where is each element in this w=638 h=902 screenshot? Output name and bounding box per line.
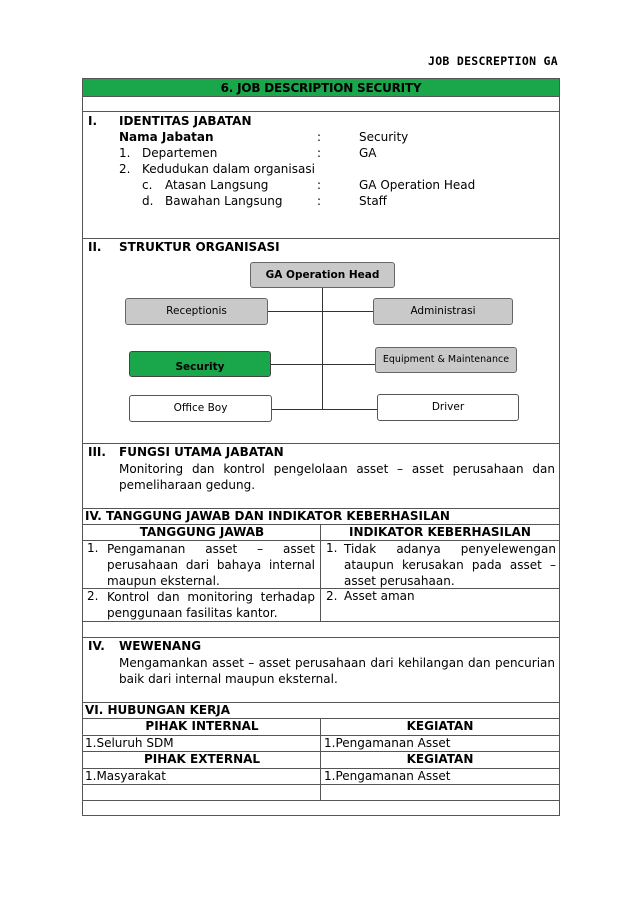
row-index: c. — [142, 178, 153, 192]
column-header: KEGIATAN — [406, 719, 474, 733]
responsibility-text: Kontrol dan monitoring terhadap penggunaan fasilitas kantor. — [107, 590, 315, 620]
table-row — [83, 736, 559, 752]
section-heading: WEWENANG — [119, 639, 202, 653]
section-heading: IDENTITAS JABATAN — [119, 114, 252, 128]
row-index: 1. — [119, 146, 131, 160]
nama-jabatan-label: Nama Jabatan — [119, 130, 214, 144]
colon: : — [317, 178, 322, 192]
section-number: II. — [88, 240, 102, 254]
colon: : — [317, 194, 322, 208]
row-value: GA — [359, 146, 377, 160]
indicator-text: Asset aman — [344, 589, 415, 603]
org-box-receptionis: Receptionis — [125, 298, 268, 325]
spacer-row — [83, 622, 559, 638]
org-box-driver: Driver — [377, 394, 519, 421]
colon: : — [317, 130, 322, 144]
fungsi-text: Monitoring dan kontrol pengelolaan asset – asset perusahaan dan pemeliharaan gedung. — [119, 462, 555, 492]
section-heading: IV. TANGGUNG JAWAB DAN INDIKATOR KEBERHASILAN — [85, 509, 450, 523]
nama-jabatan-value: Security — [359, 130, 409, 144]
row-value: Staff — [359, 194, 387, 208]
responsibility-text: Pengamanan asset – asset perusahaan dari bahaya internal maupun eksternal. — [107, 542, 315, 588]
column-header: TANGGUNG JAWAB — [139, 525, 265, 539]
section-heading: STRUKTUR ORGANISASI — [119, 240, 280, 254]
pihak-cell: 1.Masyarakat — [85, 769, 166, 783]
row-index: d. — [142, 194, 154, 208]
table-row — [83, 589, 559, 622]
column-divider — [320, 525, 321, 622]
section-number: I. — [88, 114, 98, 128]
table-row — [83, 769, 559, 785]
section-struktur — [83, 239, 559, 444]
row-index: 1. — [326, 541, 338, 555]
row-index: 1. — [87, 541, 99, 555]
row-label: Kedudukan dalam organisasi — [142, 162, 315, 176]
colon: : — [317, 146, 322, 160]
org-box-security: Security — [129, 351, 271, 377]
org-trunk-line — [322, 288, 323, 409]
section-identitas — [83, 112, 559, 239]
row-value: GA Operation Head — [359, 178, 476, 192]
section-wewenang — [83, 638, 559, 703]
section-heading: VI. HUBUNGAN KERJA — [85, 703, 231, 717]
pihak-cell: 1.Seluruh SDM — [85, 736, 174, 750]
column-header: PIHAK INTERNAL — [145, 719, 259, 733]
org-box-equipment: Equipment & Maintenance — [375, 347, 517, 373]
column-header: PIHAK EXTERNAL — [143, 752, 261, 766]
tanggung-header-row — [83, 525, 559, 541]
kegiatan-cell: 1.Pengamanan Asset — [324, 769, 451, 783]
column-header: KEGIATAN — [406, 752, 474, 766]
row-index: 2. — [326, 589, 338, 603]
section-heading: FUNGSI UTAMA JABATAN — [119, 445, 284, 459]
section-number: III. — [88, 445, 106, 459]
column-divider — [320, 719, 321, 801]
row-index: 2. — [119, 162, 131, 176]
table-row — [83, 541, 559, 589]
spacer-row — [83, 97, 559, 112]
section-fungsi — [83, 444, 559, 509]
section-number: IV. — [88, 639, 105, 653]
column-header: INDIKATOR KEBERHASILAN — [349, 525, 531, 539]
org-box-administrasi: Administrasi — [373, 298, 513, 325]
wewenang-text: Mengamankan asset – asset perusahaan dari kehilangan dan pencurian baik dari internal maupun eksternal. — [119, 656, 555, 686]
indicator-text: Tidak adanya penyelewengan ataupun kerusakan pada asset – asset perusahaan. — [344, 542, 556, 588]
org-box-head: GA Operation Head — [250, 262, 395, 288]
row-label: Atasan Langsung — [165, 178, 269, 192]
section-hubungan — [83, 703, 559, 719]
document-header: JOB DESCREPTION GA — [427, 54, 558, 68]
job-description-frame — [82, 78, 560, 816]
section-tanggung — [83, 509, 559, 525]
page-title: 6. JOB DESCRIPTION SECURITY — [83, 79, 559, 97]
row-index: 2. — [87, 589, 99, 603]
hubungan-external-header — [83, 752, 559, 769]
hubungan-internal-header — [83, 719, 559, 736]
org-box-officeboy: Office Boy — [129, 395, 272, 422]
row-label: Bawahan Langsung — [165, 194, 283, 208]
kegiatan-cell: 1.Pengamanan Asset — [324, 736, 451, 750]
empty-row — [83, 785, 559, 801]
row-label: Departemen — [142, 146, 218, 160]
